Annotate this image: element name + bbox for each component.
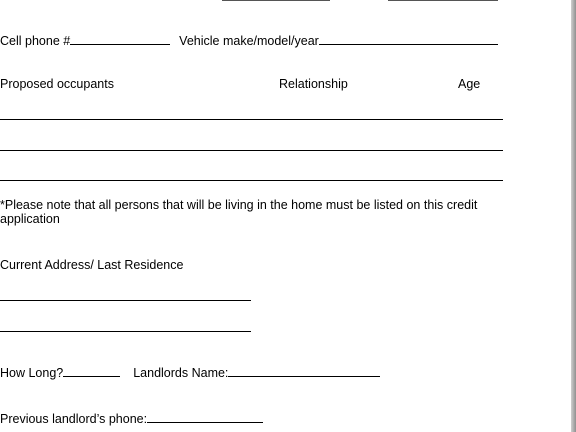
occupants-header: Proposed occupants: [0, 77, 114, 91]
top-partial-line: [222, 0, 330, 1]
vehicle-label: Vehicle make/model/year: [179, 34, 319, 48]
how-long-label: How Long?: [0, 366, 64, 380]
how-long-field[interactable]: [63, 364, 120, 377]
age-header: Age: [458, 77, 481, 91]
landlords-name-label: Landlords Name:: [133, 366, 229, 380]
landlords-name-field[interactable]: [228, 364, 380, 377]
address-label: Current Address/ Last Residence: [0, 258, 184, 272]
how-long-row: [0, 364, 380, 380]
top-partial-line: [388, 0, 498, 1]
prev-landlord-row: [0, 410, 263, 426]
address-line-2[interactable]: [0, 331, 251, 332]
cell-vehicle-row: [0, 32, 498, 48]
cell-phone-label: Cell phone #: [0, 34, 71, 48]
page-edge: [571, 0, 576, 432]
prev-landlord-phone-label: Previous landlord’s phone:: [0, 412, 148, 426]
vehicle-field[interactable]: [319, 32, 498, 45]
relationship-header: Relationship: [279, 77, 348, 91]
prev-landlord-phone-field[interactable]: [147, 410, 263, 423]
cell-phone-field[interactable]: [70, 32, 170, 45]
address-line-1[interactable]: [0, 300, 251, 301]
occupant-line-1[interactable]: [0, 119, 503, 120]
note-line-2: application: [0, 212, 60, 226]
note-line-1: *Please note that all persons that will be living in the home must be listed on this credit: [0, 198, 478, 212]
occupant-line-2[interactable]: [0, 150, 503, 151]
occupant-line-3[interactable]: [0, 180, 503, 181]
